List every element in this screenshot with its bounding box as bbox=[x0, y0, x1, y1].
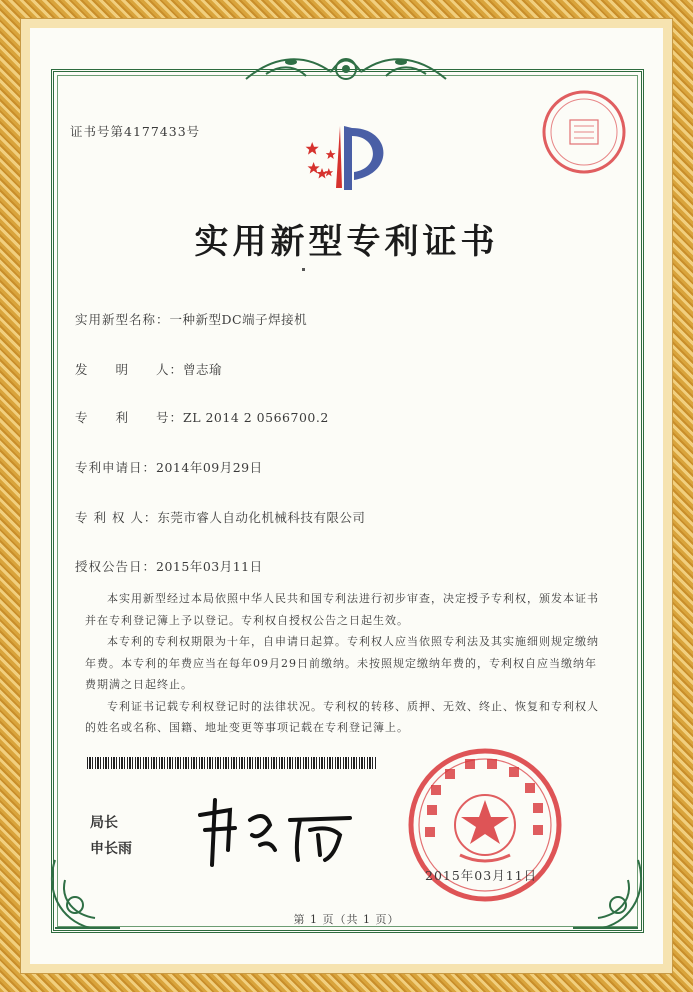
certificate-title: 实用新型专利证书 bbox=[194, 222, 499, 262]
field-value: 2015年03月11日 bbox=[156, 559, 263, 574]
utility-model-name-field bbox=[75, 310, 307, 328]
field-value: 2014年09月29日 bbox=[156, 460, 263, 475]
inventor-field bbox=[75, 360, 222, 378]
field-value: ZL 2014 2 0566700.2 bbox=[183, 410, 329, 425]
grant-date-field bbox=[75, 557, 263, 575]
barcode bbox=[87, 757, 377, 769]
field-label: 实用新型名称： bbox=[75, 312, 170, 327]
patent-number-field bbox=[75, 408, 329, 426]
field-value: 东莞市睿人自动化机械科技有限公司 bbox=[157, 510, 366, 525]
body-paragraph: 本实用新型经过本局依照中华人民共和国专利法进行初步审查，决定授予专利权，颁发本证书并在专利登记簿上予以登记。专利权自授权公告之日起生效。 bbox=[85, 592, 599, 627]
field-label: 专 利 权 人： bbox=[75, 510, 158, 525]
director-name: 申长雨 bbox=[90, 841, 132, 857]
seal-date: 2015年03月11日 bbox=[425, 868, 538, 883]
title-dot bbox=[302, 268, 305, 271]
body-paragraph: 专利证书记载专利权登记时的法律状况。专利权的转移、质押、无效、终止、恢复和专利权人的姓名或名称、国籍、地址变更等事项记载在专利登记簿上。 bbox=[85, 699, 599, 734]
application-date-field bbox=[75, 458, 263, 476]
director-title: 局长 bbox=[90, 815, 118, 831]
field-value: 一种新型DC端子焊接机 bbox=[169, 312, 308, 327]
field-label: 发 明 人： bbox=[75, 362, 184, 377]
small-red-seal-icon bbox=[540, 88, 628, 176]
body-paragraph: 本专利的专利权期限为十年，自申请日起算。专利权人应当依照专利法及其实施细则规定缴纳年费。本专利的年费应当在每年09月29日前缴纳。未按照规定缴纳年费的，专利权自应当缴纳年费期满之日起终止。 bbox=[85, 635, 599, 691]
field-label: 专利申请日： bbox=[75, 460, 157, 475]
patentee-field bbox=[75, 508, 365, 526]
patent-office-logo-icon bbox=[296, 118, 406, 200]
top-ornament-icon bbox=[236, 44, 456, 94]
certificate-number: 证书号第4177433号 bbox=[70, 124, 201, 139]
field-label: 授权公告日： bbox=[75, 559, 157, 574]
field-value: 曾志瑜 bbox=[183, 362, 223, 377]
director-signature-icon bbox=[190, 790, 360, 870]
certificate-body bbox=[85, 588, 605, 739]
field-label: 专 利 号： bbox=[75, 410, 184, 425]
page-number: 第 1 页（共 1 页） bbox=[293, 913, 400, 926]
